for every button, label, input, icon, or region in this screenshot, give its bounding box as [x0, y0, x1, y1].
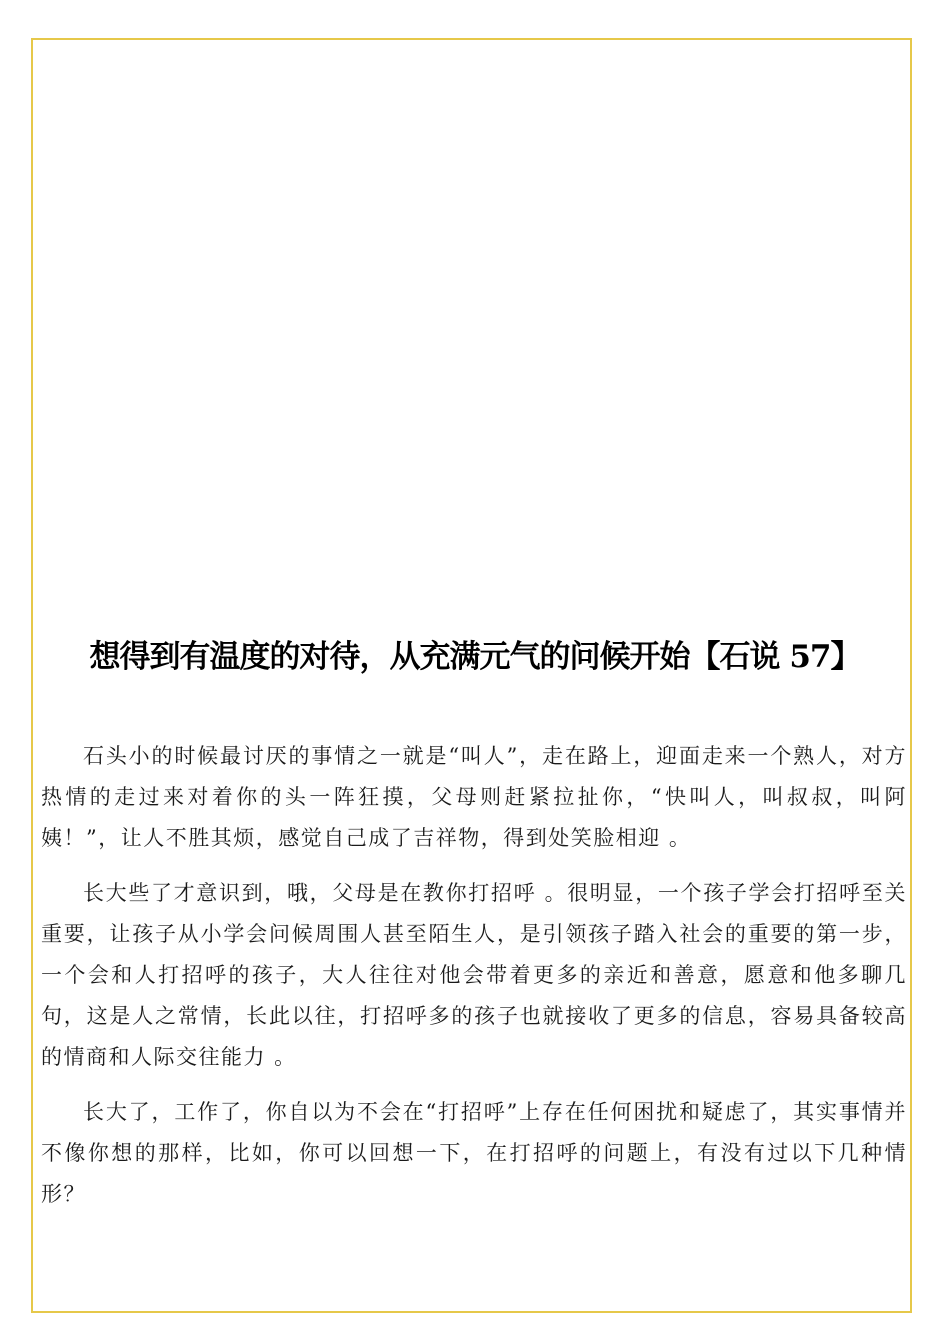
paragraph-1: 石头小的时候最讨厌的事情之一就是“叫人”，走在路上，迎面走来一个熟人，对方热情的走过来对着你的头一阵狂摸，父母则赶紧拉扯你，“快叫人，叫叔叔，叫阿姨！”，让人不胜其烦，感觉自己成了吉祥物，得到处笑脸相迎 。 — [41, 744, 907, 850]
article-body — [41, 736, 907, 1229]
article-title: 想得到有温度的对待，从充满元气的问候开始【石说 57】 — [89, 638, 861, 675]
paragraph-2: 长大些了才意识到，哦，父母是在教你打招呼 。很明显，一个孩子学会打招呼至关重要，让孩子从小学会问候周围人甚至陌生人，是引领孩子踏入社会的重要的第一步，一个会和人打招呼的孩子，大人往往对他会带着更多的亲近和善意，愿意和他多聊几句，这是人之常情，长此以往，打招呼多的孩子也就接收了更多的信息，容易具备较高的情商和人际交往能力 。 — [41, 881, 907, 1069]
paragraph-3: 长大了，工作了，你自以为不会在“打招呼”上存在任何困扰和疑虑了，其实事情并不像你想的那样，比如，你可以回想一下，在打招呼的问题上，有没有过以下几种情形？ — [41, 1100, 907, 1206]
